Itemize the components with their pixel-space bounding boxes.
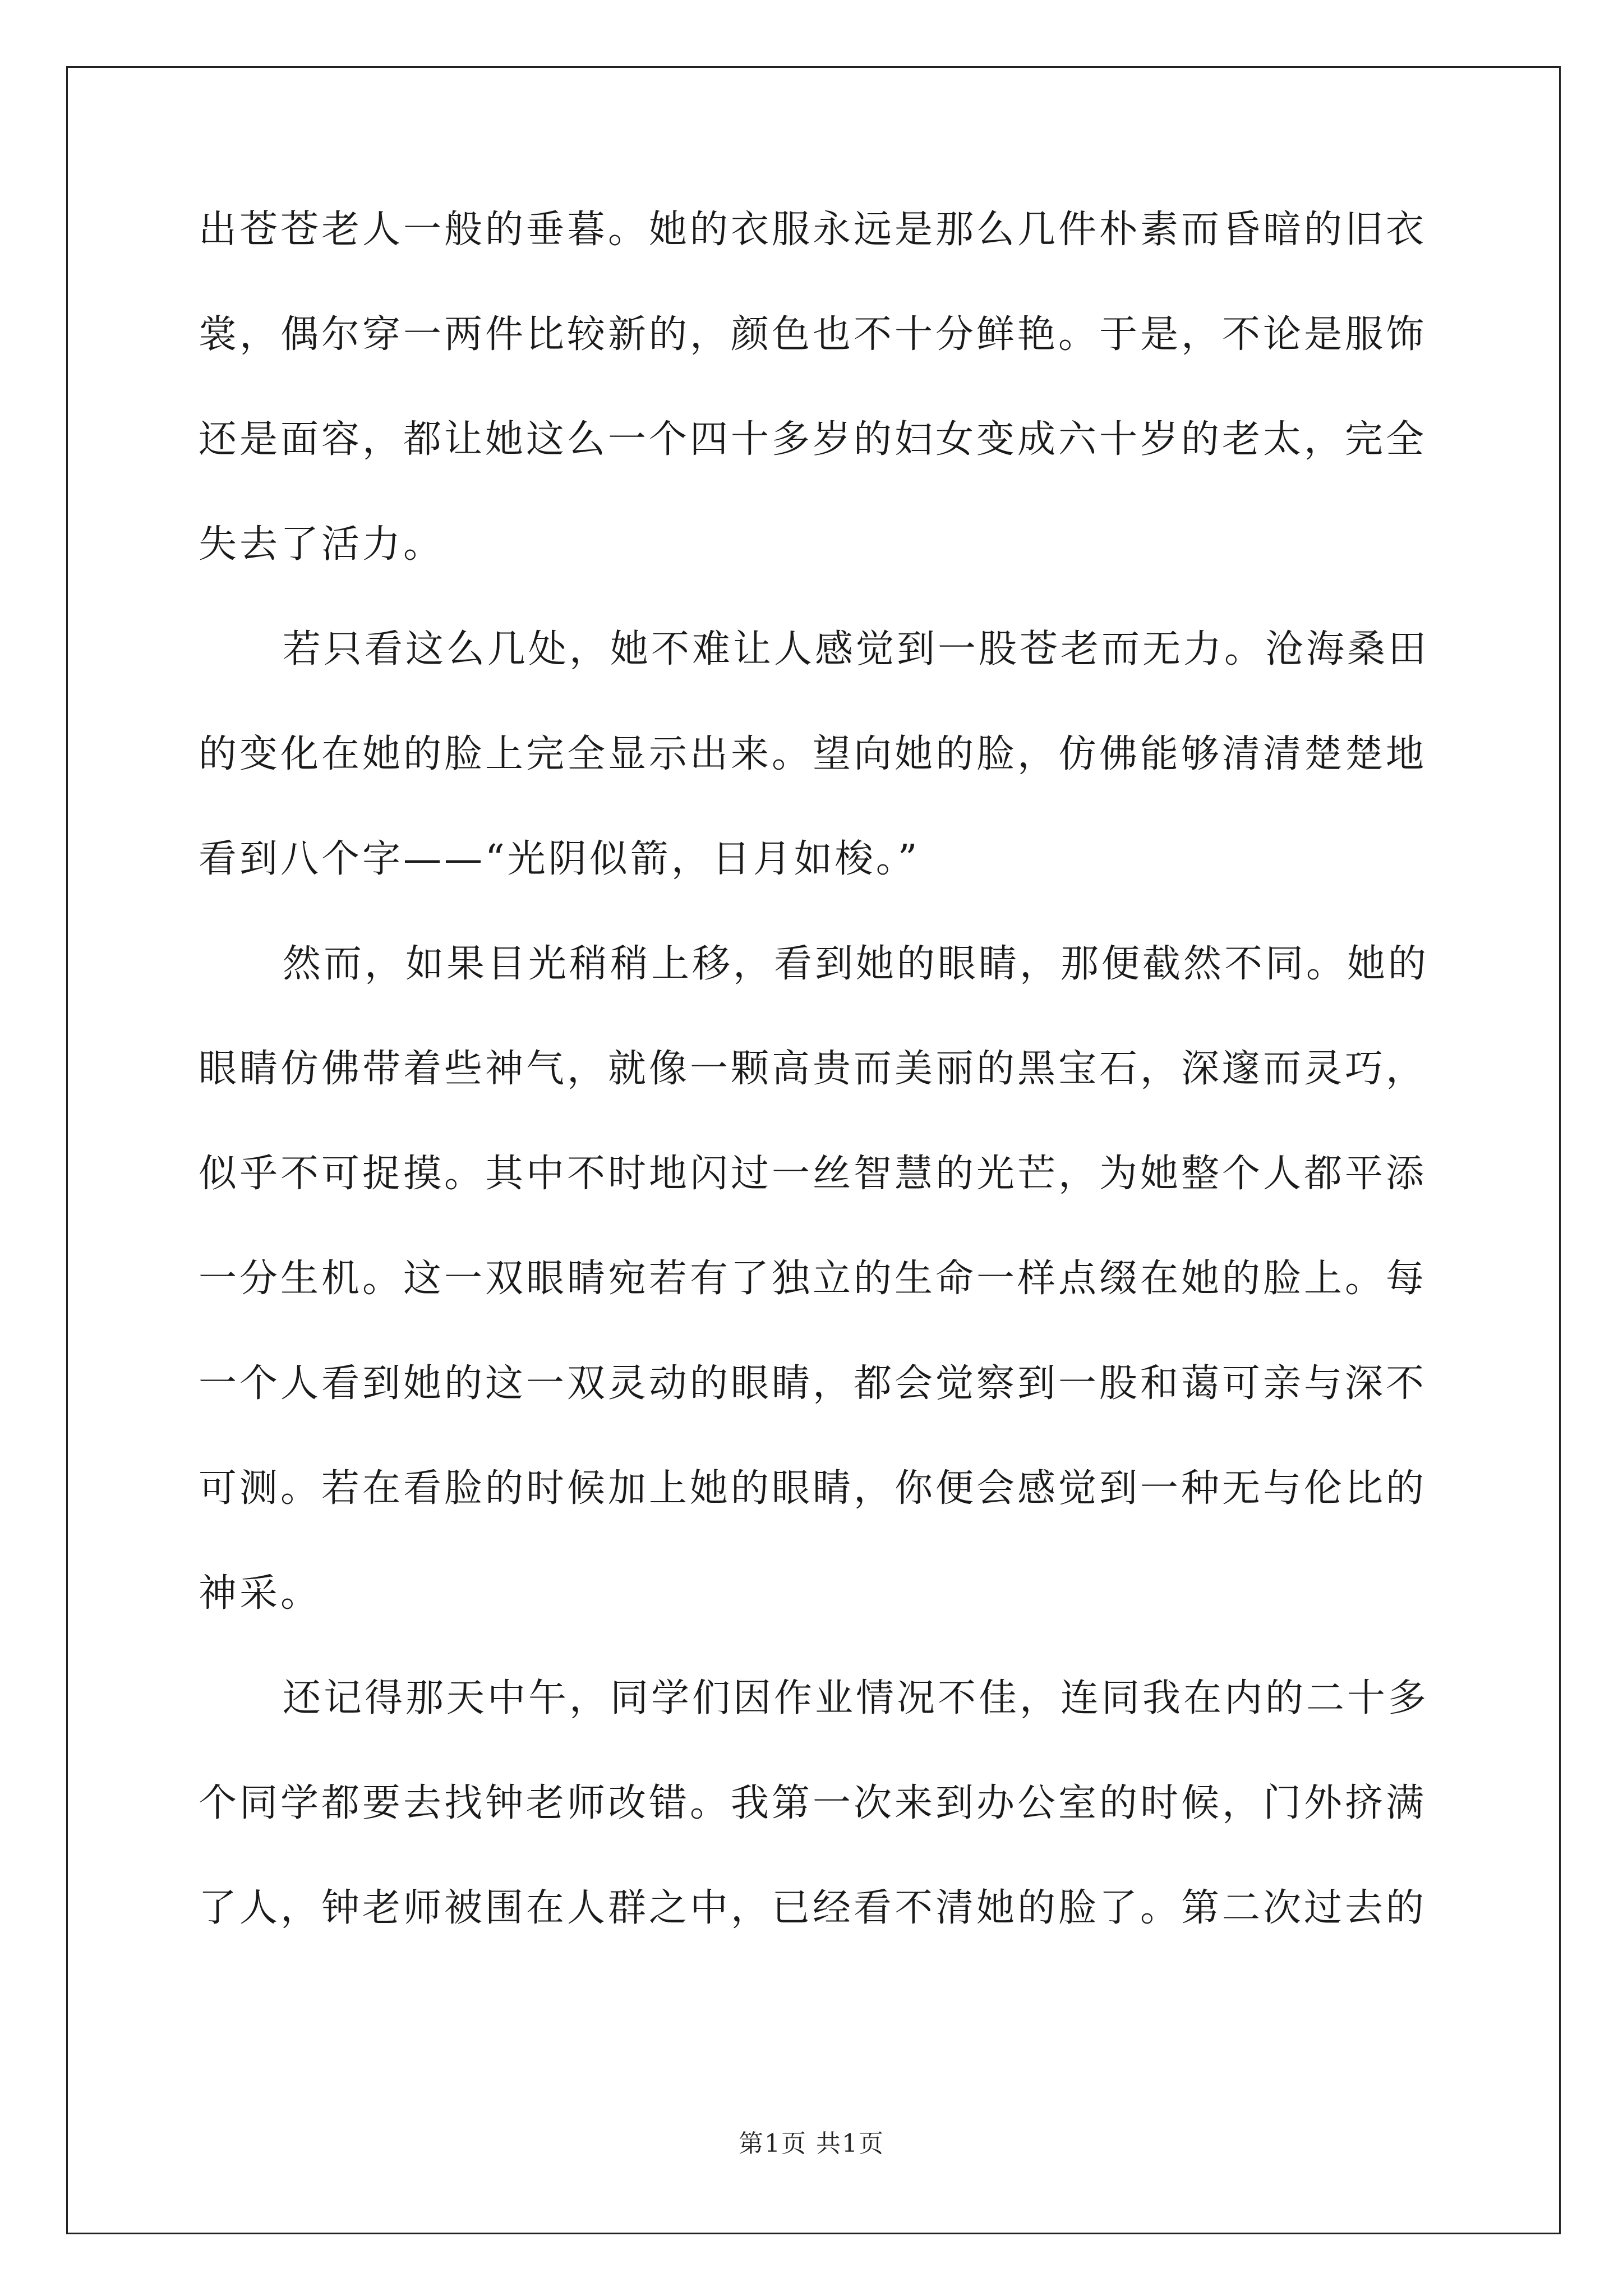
body-text xyxy=(199,208,1430,1994)
text-line: 个同学都要去找钟老师改错。我第一次来到办公室的时候，门外挤满 xyxy=(199,1781,1427,1825)
text-line: 可测。若在看脸的时候加上她的眼睛，你便会感觉到一种无与伦比的 xyxy=(199,1466,1427,1511)
text-line: 一个人看到她的这一双灵动的眼睛，都会觉察到一股和蔼可亲与深不 xyxy=(199,1361,1427,1406)
text-line: 看到八个字——“光阴似箭，日月如梭。” xyxy=(199,837,920,881)
paragraph-first-line: 若只看这么几处，她不难让人感觉到一股苍老而无力。沧海桑田 xyxy=(283,627,1430,671)
text-line: 了人，钟老师被围在人群之中，已经看不清她的脸了。第二次过去的 xyxy=(199,1886,1427,1930)
paragraph-first-line: 还记得那天中午，同学们因作业情况不佳，连同我在内的二十多 xyxy=(283,1676,1430,1720)
text-line: 裳，偶尔穿一两件比较新的，颜色也不十分鲜艳。于是，不论是服饰 xyxy=(199,312,1427,357)
paragraph-first-line: 然而，如果目光稍稍上移，看到她的眼睛，那便截然不同。她的 xyxy=(283,942,1430,986)
text-line: 的变化在她的脸上完全显示出来。望向她的脸，仿佛能够清清楚楚地 xyxy=(199,732,1427,776)
page-number: 第1页 共1页 xyxy=(739,2129,884,2158)
text-line: 出苍苍老人一般的垂暮。她的衣服永远是那么几件朴素而昏暗的旧衣 xyxy=(199,208,1427,252)
text-line: 失去了活力。 xyxy=(199,522,445,567)
text-line: 还是面容，都让她这么一个四十多岁的妇女变成六十岁的老太，完全 xyxy=(199,417,1427,462)
text-line: 一分生机。这一双眼睛宛若有了独立的生命一样点缀在她的脸上。每 xyxy=(199,1257,1427,1301)
text-line: 眼睛仿佛带着些神气，就像一颗高贵而美丽的黑宝石，深邃而灵巧， xyxy=(199,1047,1427,1091)
text-line: 似乎不可捉摸。其中不时地闪过一丝智慧的光芒，为她整个人都平添 xyxy=(199,1152,1427,1196)
text-line: 神采。 xyxy=(199,1571,322,1616)
